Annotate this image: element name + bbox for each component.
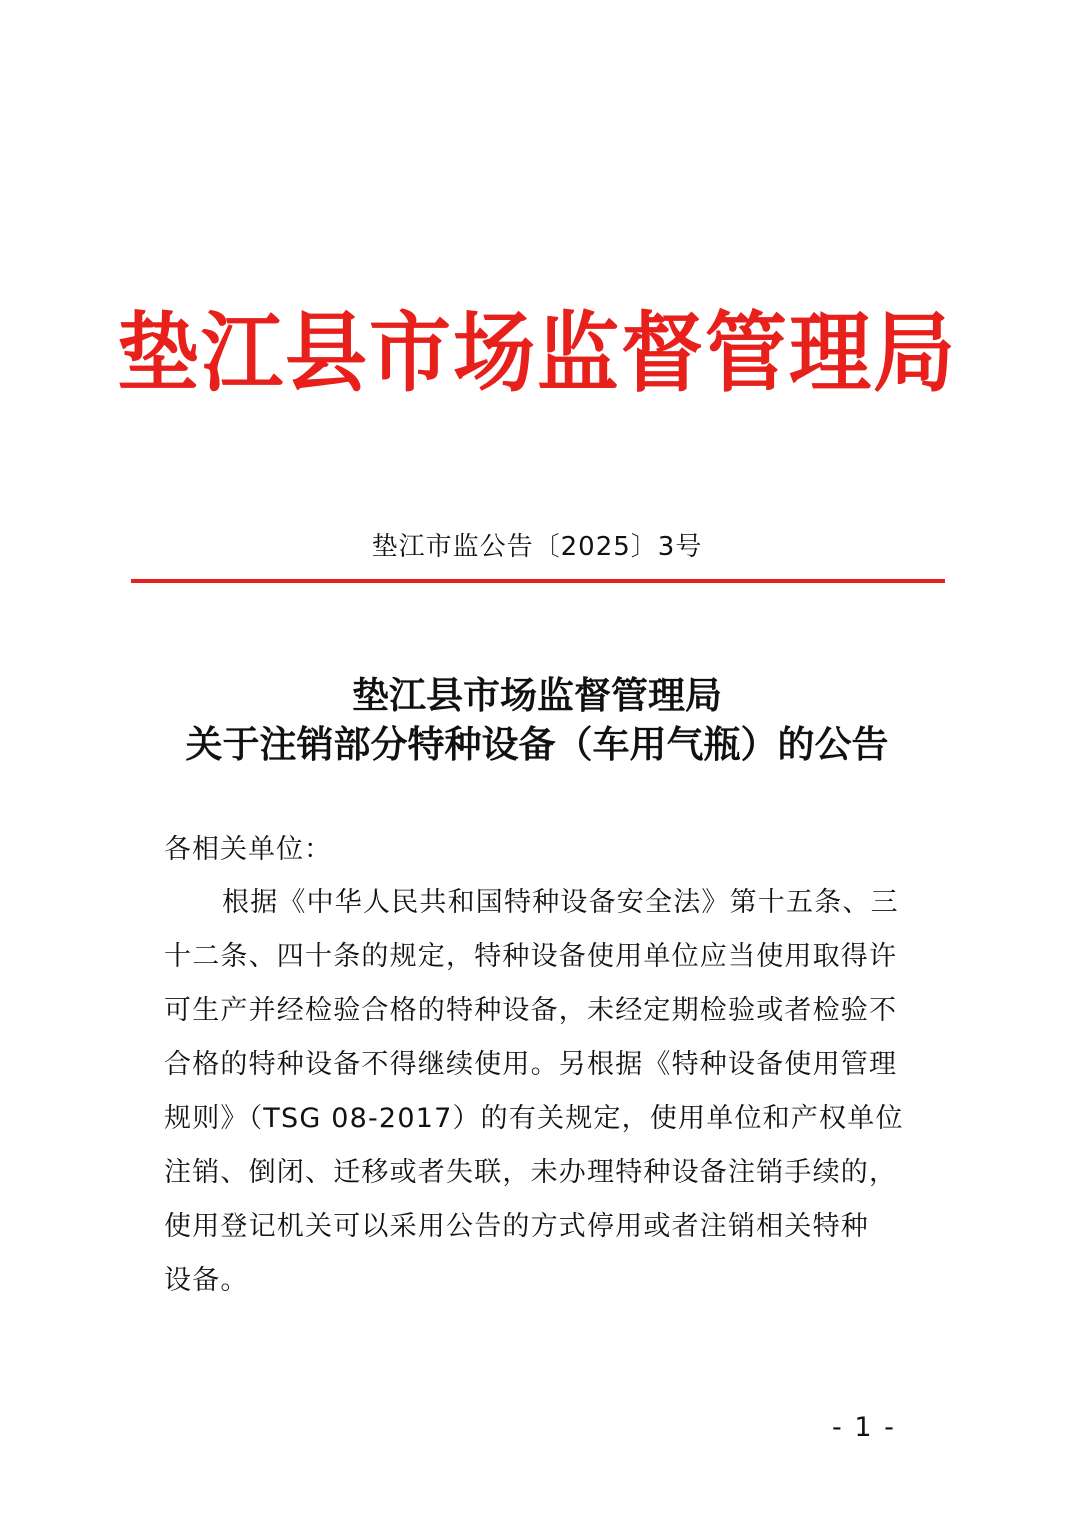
body-text-line: 合格的特种设备不得继续使用。另根据《特种设备使用管理 [164, 1049, 898, 1080]
notice-title-line-2: 关于注销部分特种设备（车用气瓶）的公告 [185, 722, 889, 766]
body-text-line: 规则》（TSG 08-2017）的有关规定，使用单位和产权单位 [164, 1103, 904, 1134]
body-text-line: 可生产并经检验合格的特种设备，未经定期检验或者检验不 [164, 995, 898, 1026]
document-number: 垫江市监公告〔2025〕3号 [371, 532, 703, 562]
page-number: - 1 - [832, 1412, 896, 1443]
body-text-line: 根据《中华人民共和国特种设备安全法》第十五条、三 [222, 887, 899, 918]
masthead-title: 垫江县市场监督管理局 [116, 302, 957, 405]
body-text-line: 注销、倒闭、迁移或者失联，未办理特种设备注销手续的， [164, 1157, 898, 1188]
notice-title-line-1: 垫江县市场监督管理局 [352, 673, 722, 717]
body-text-line: 十二条、四十条的规定，特种设备使用单位应当使用取得许 [164, 941, 898, 972]
body-text-line: 设备。 [164, 1265, 249, 1296]
red-divider-line [131, 579, 945, 583]
body-text-line: 使用登记机关可以采用公告的方式停用或者注销相关特种 [164, 1211, 869, 1242]
salutation: 各相关单位： [164, 834, 332, 865]
